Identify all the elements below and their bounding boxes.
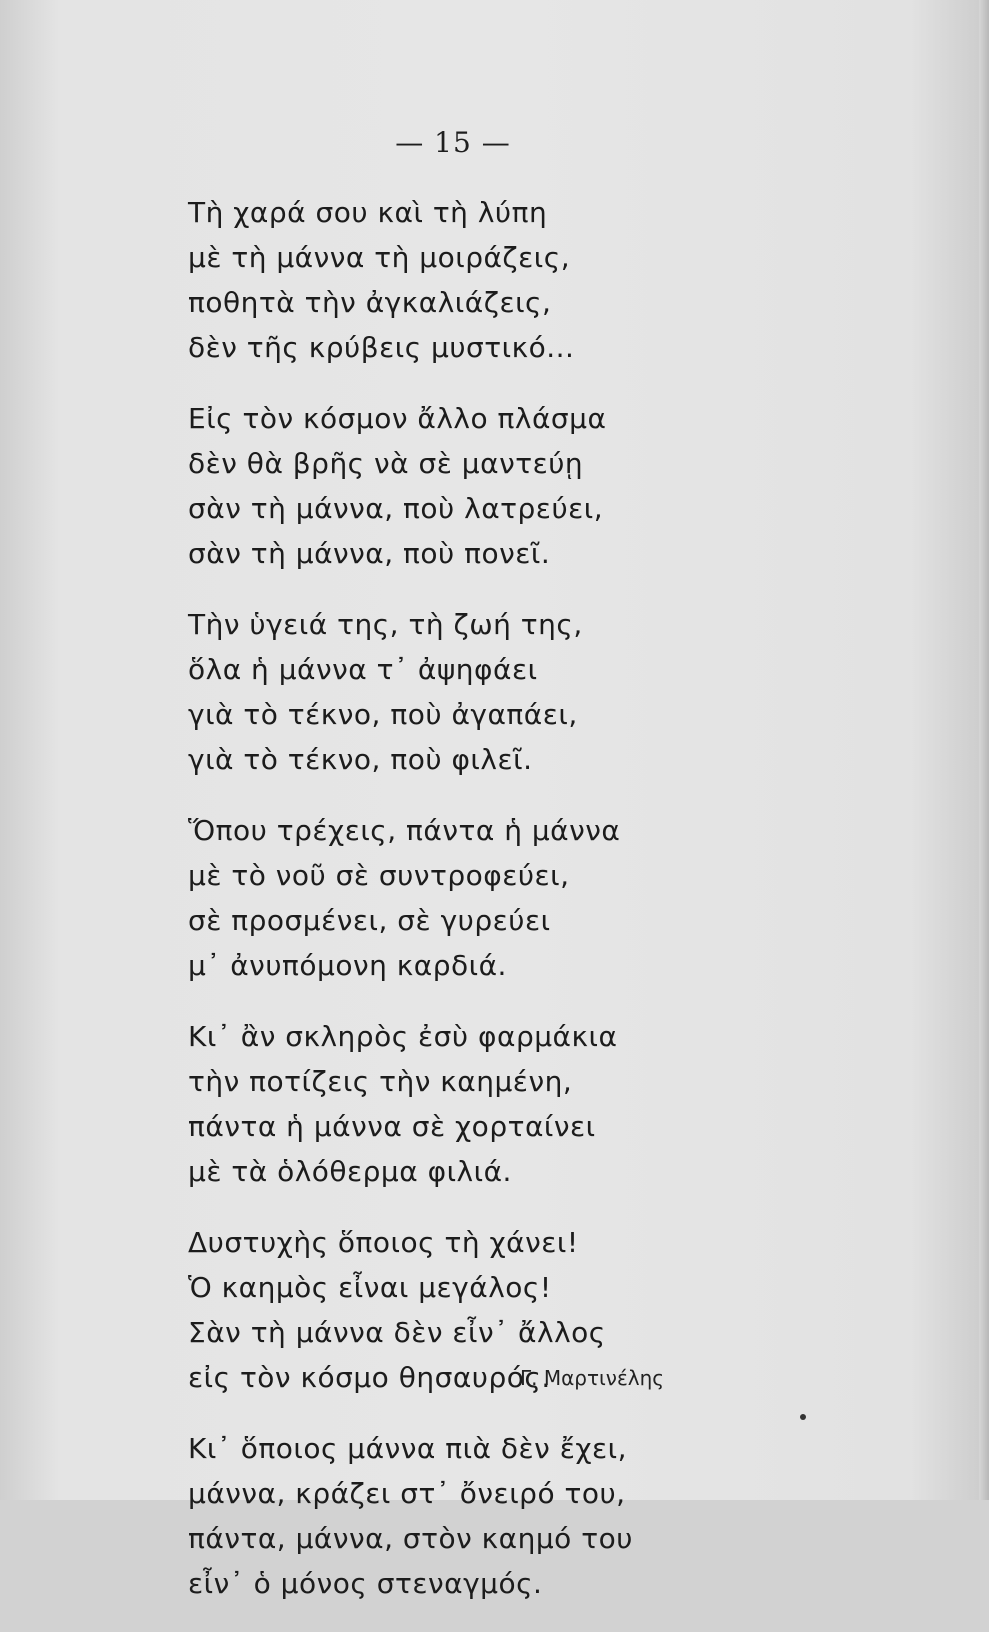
page-number: — 15 —: [395, 126, 511, 159]
poem-line: Ὁ καημὸς εἶναι μεγάλος!: [188, 1271, 552, 1304]
poem-line: μὲ τὰ ὁλόθερμα φιλιά.: [188, 1155, 512, 1188]
poem-line: Εἰς τὸν κόσμον ἄλλο πλάσμα: [188, 402, 607, 435]
stanza-4: [188, 808, 668, 988]
poem-line: γιὰ τὸ τέκνο, ποὺ ἀγαπάει,: [188, 698, 578, 731]
poem-line: σὰν τὴ μάννα, ποὺ λατρεύει,: [188, 492, 604, 525]
ink-speck: [800, 1414, 806, 1420]
poem-line: Κι᾽ ἂν σκληρὸς ἐσὺ φαρμάκια: [188, 1020, 618, 1053]
author-signature: Γ. Μαρτινέλης: [520, 1366, 665, 1390]
poem-line: εἰς τὸν κόσμο θησαυρός.: [188, 1361, 551, 1394]
stanza-7: [188, 1426, 668, 1606]
poem-line: Ὅπου τρέχεις, πάντα ἡ μάννα: [188, 814, 621, 847]
poem-line: πάντα ἡ μάννα σὲ χορταίνει: [188, 1110, 596, 1143]
poem-line: πάντα, μάννα, στὸν καημό του: [188, 1522, 633, 1555]
poem-line: μ᾽ ἀνυπόμονη καρδιά.: [188, 949, 507, 982]
poem-line: σὲ προσμένει, σὲ γυρεύει: [188, 904, 551, 937]
poem: [188, 190, 668, 1632]
poem-line: τὴν ποτίζεις τὴν καημένη,: [188, 1065, 573, 1098]
poem-line: σὰν τὴ μάννα, ποὺ πονεῖ.: [188, 537, 551, 570]
page-edge-shadow: [979, 0, 989, 1500]
poem-line: Τὴ χαρά σου καὶ τὴ λύπη: [188, 196, 548, 229]
poem-line: Δυστυχὴς ὅποιος τὴ χάνει!: [188, 1226, 579, 1259]
poem-line: μάννα, κράζει στ᾽ ὄνειρό του,: [188, 1477, 626, 1510]
poem-line: μὲ τὸ νοῦ σὲ συντροφεύει,: [188, 859, 570, 892]
poem-line: Σὰν τὴ μάννα δὲν εἶν᾽ ἄλλος: [188, 1316, 606, 1349]
poem-line: δὲν τῆς κρύβεις μυστικό...: [188, 331, 575, 364]
stanza-3: [188, 602, 668, 782]
poem-line: μὲ τὴ μάννα τὴ μοιράζεις,: [188, 241, 571, 274]
stanza-1: [188, 190, 668, 370]
stanza-2: [188, 396, 668, 576]
stanza-5: [188, 1014, 668, 1194]
poem-line: ποθητὰ τὴν ἀγκαλιάζεις,: [188, 286, 552, 319]
poem-line: Τὴν ὑγειά της, τὴ ζωή της,: [188, 608, 583, 641]
poem-line: ὅλα ἡ μάννα τ᾽ ἀψηφάει: [188, 653, 538, 686]
poem-line: δὲν θὰ βρῆς νὰ σὲ μαντεύῃ: [188, 447, 584, 480]
poem-line: γιὰ τὸ τέκνο, ποὺ φιλεῖ.: [188, 743, 533, 776]
poem-line: Κι᾽ ὅποιος μάννα πιὰ δὲν ἔχει,: [188, 1432, 628, 1465]
poem-line: εἶν᾽ ὁ μόνος στεναγμός.: [188, 1567, 543, 1600]
